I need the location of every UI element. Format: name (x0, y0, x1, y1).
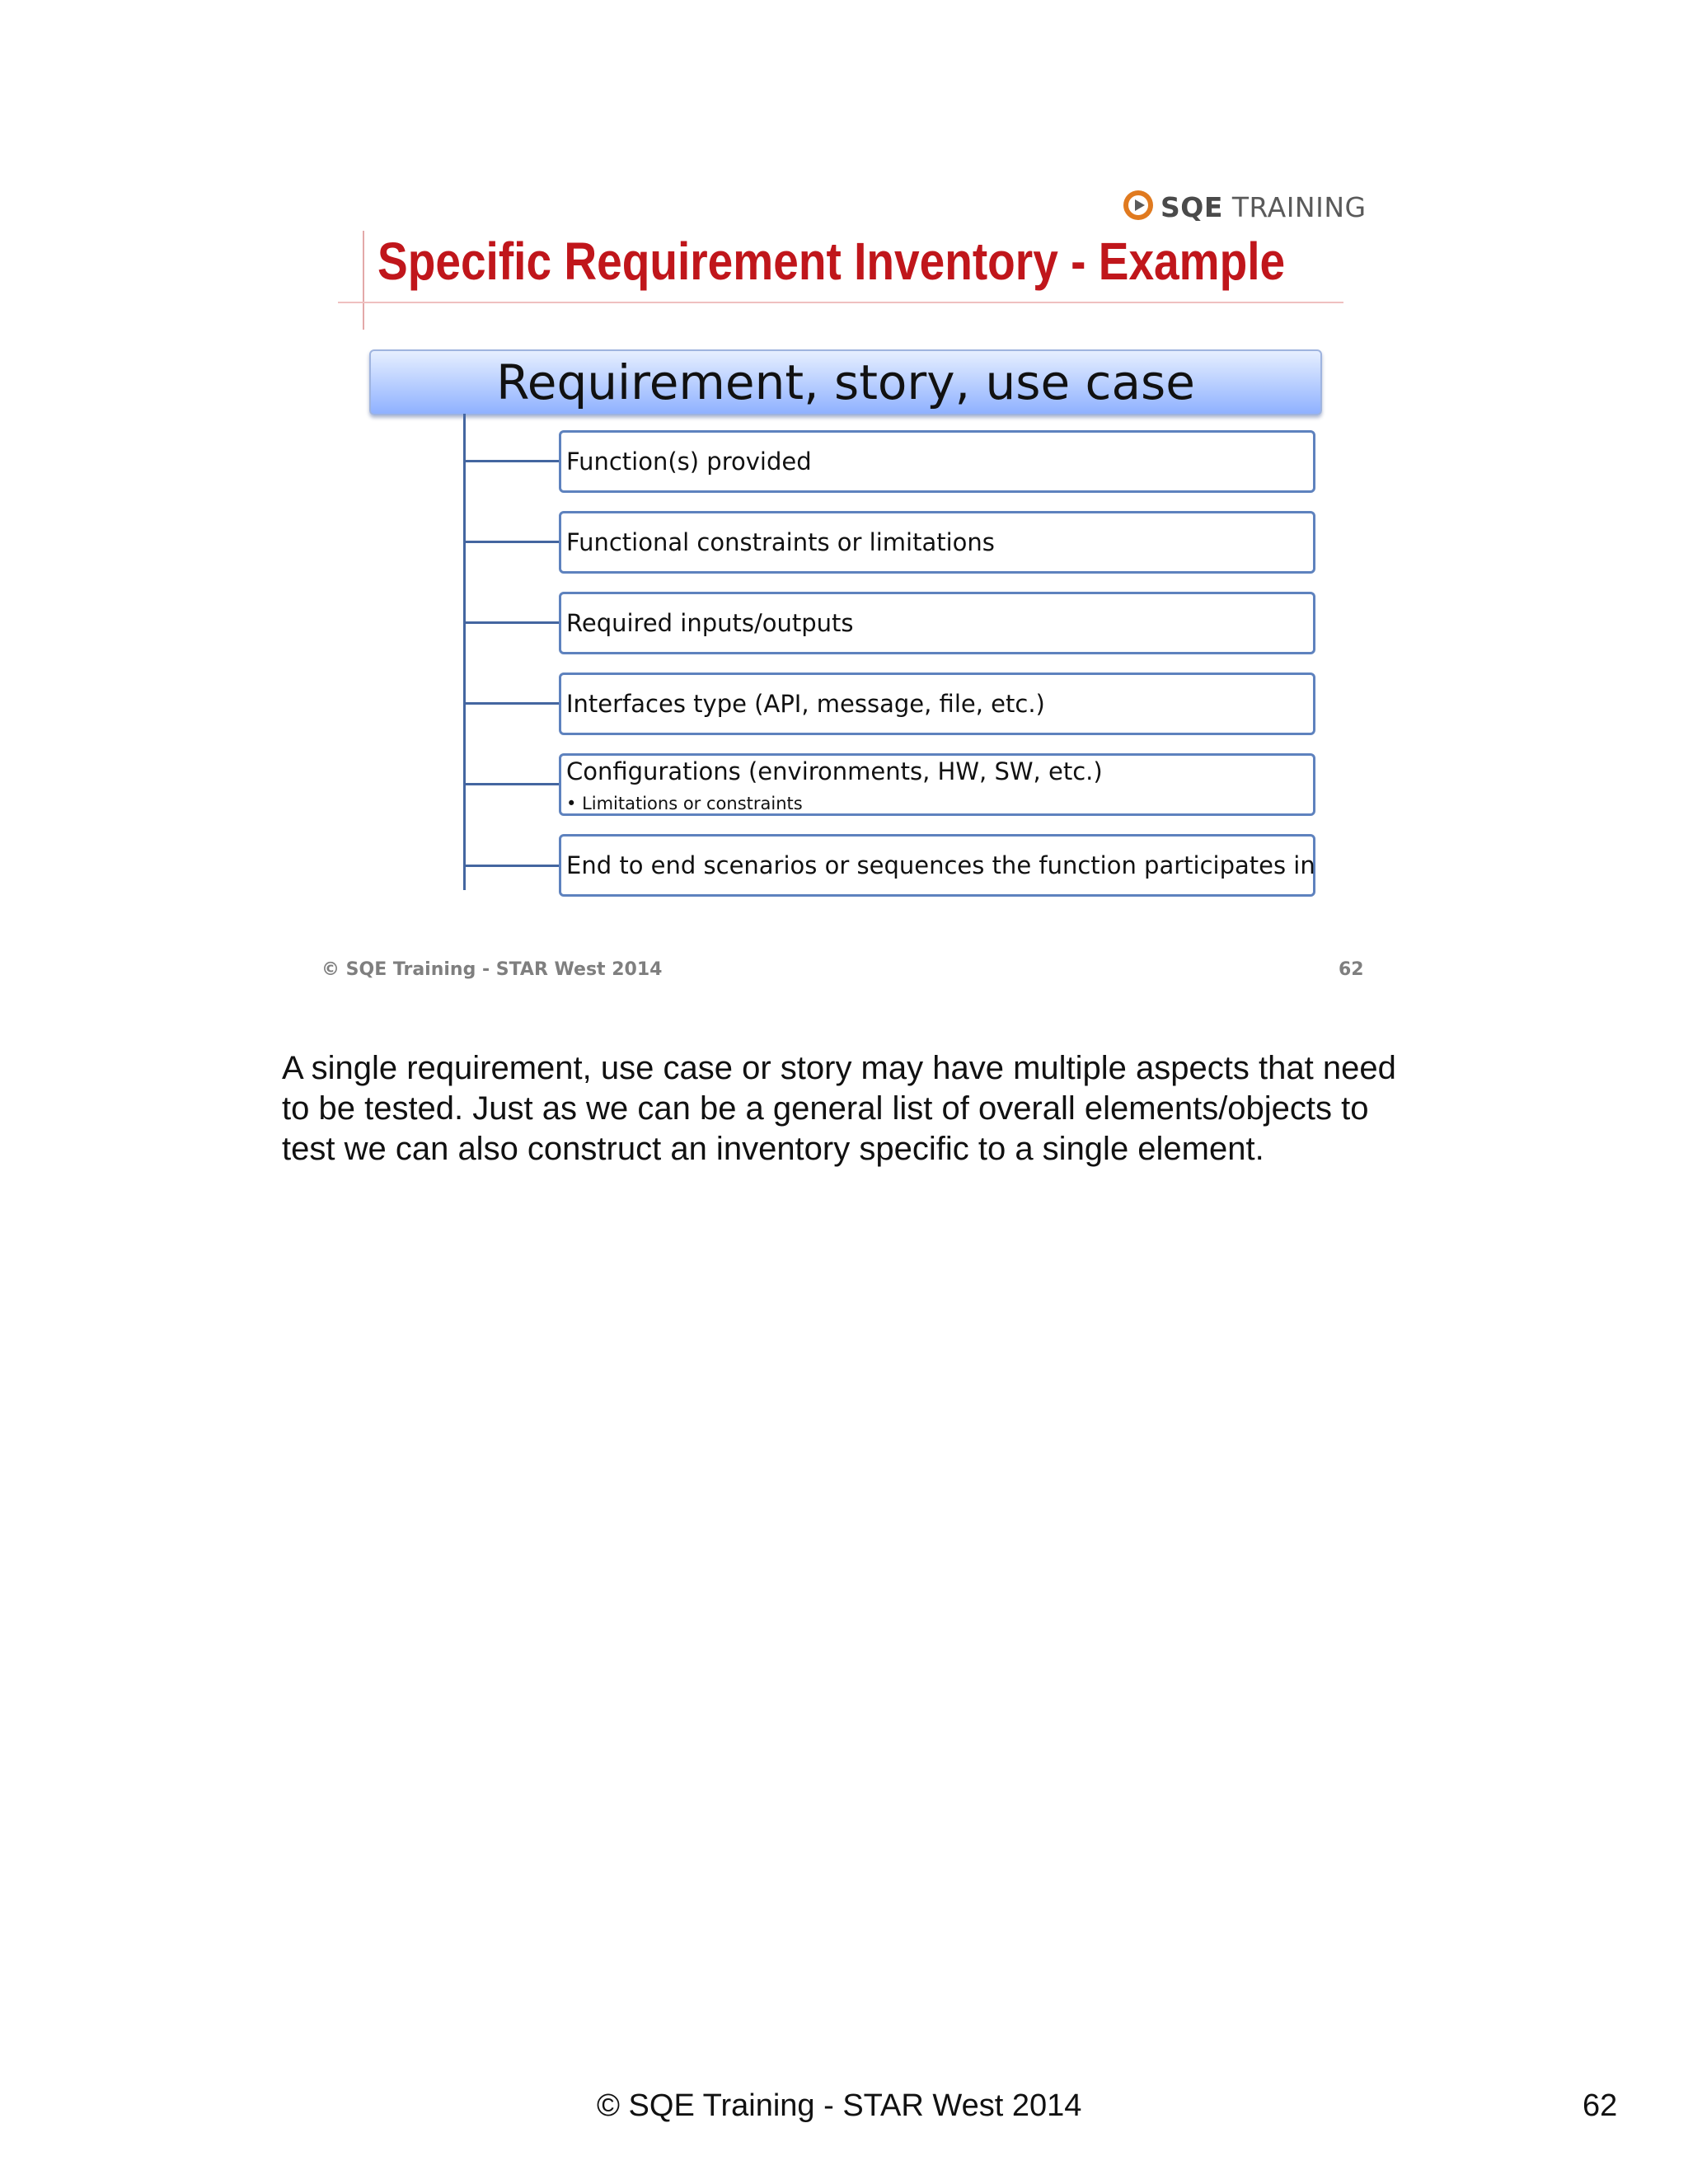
diagram-root (369, 349, 1322, 415)
speaker-notes (282, 1048, 1436, 1169)
connector-branch (463, 783, 560, 785)
sqe-training-logo (1123, 188, 1367, 226)
notes-line: to be tested. Just as we can be a general list of overall elements/objects to (282, 1090, 1369, 1127)
diagram-item-subpoint: • Limitations or constraints (566, 794, 803, 813)
diagram-item (559, 753, 1315, 816)
diagram-item (559, 834, 1315, 897)
slide (320, 181, 1375, 1005)
title-underline (338, 302, 1343, 303)
logo-text (1160, 191, 1367, 223)
connector-branch (463, 541, 560, 543)
slide-footer-page-number: 62 (1339, 959, 1364, 980)
logo-brand-light: TRAINING (1231, 191, 1367, 223)
connector-branch (463, 460, 560, 462)
connector-trunk (463, 414, 466, 890)
slide-footer-copyright: © SQE Training - STAR West 2014 (321, 959, 663, 980)
connector-branch (463, 865, 560, 867)
page-footer-copyright: © SQE Training - STAR West 2014 (597, 2088, 1082, 2123)
diagram-item (559, 430, 1315, 493)
logo-brand-strong: SQE (1160, 191, 1223, 223)
diagram-item (559, 673, 1315, 735)
connector-branch (463, 621, 560, 624)
diagram-item-label: Configurations (environments, HW, SW, etc.) (566, 757, 1103, 785)
play-logo-icon (1123, 190, 1154, 221)
notes-line: test we can also construct an inventory specific to a single element. (282, 1131, 1264, 1167)
diagram-item-label: Functional constraints or limitations (566, 528, 995, 556)
diagram-item-label: Function(s) provided (566, 448, 812, 476)
diagram-item (559, 511, 1315, 574)
diagram-item-label: Required inputs/outputs (566, 609, 854, 637)
diagram-item-subpoint-text: Limitations or constraints (582, 794, 803, 813)
connector-branch (463, 702, 560, 705)
slide-title: Specific Requirement Inventory - Example (377, 232, 1286, 291)
diagram-item-label: Interfaces type (API, message, file, etc.) (566, 690, 1045, 718)
diagram-item (559, 592, 1315, 654)
notes-line: A single requirement, use case or story may have multiple aspects that need (282, 1050, 1396, 1086)
diagram-root-label: Requirement, story, use case (496, 354, 1195, 410)
page-number: 62 (1582, 2088, 1618, 2123)
title-accent-line (363, 231, 364, 330)
diagram-item-label: End to end scenarios or sequences the function participates in (566, 851, 1315, 879)
